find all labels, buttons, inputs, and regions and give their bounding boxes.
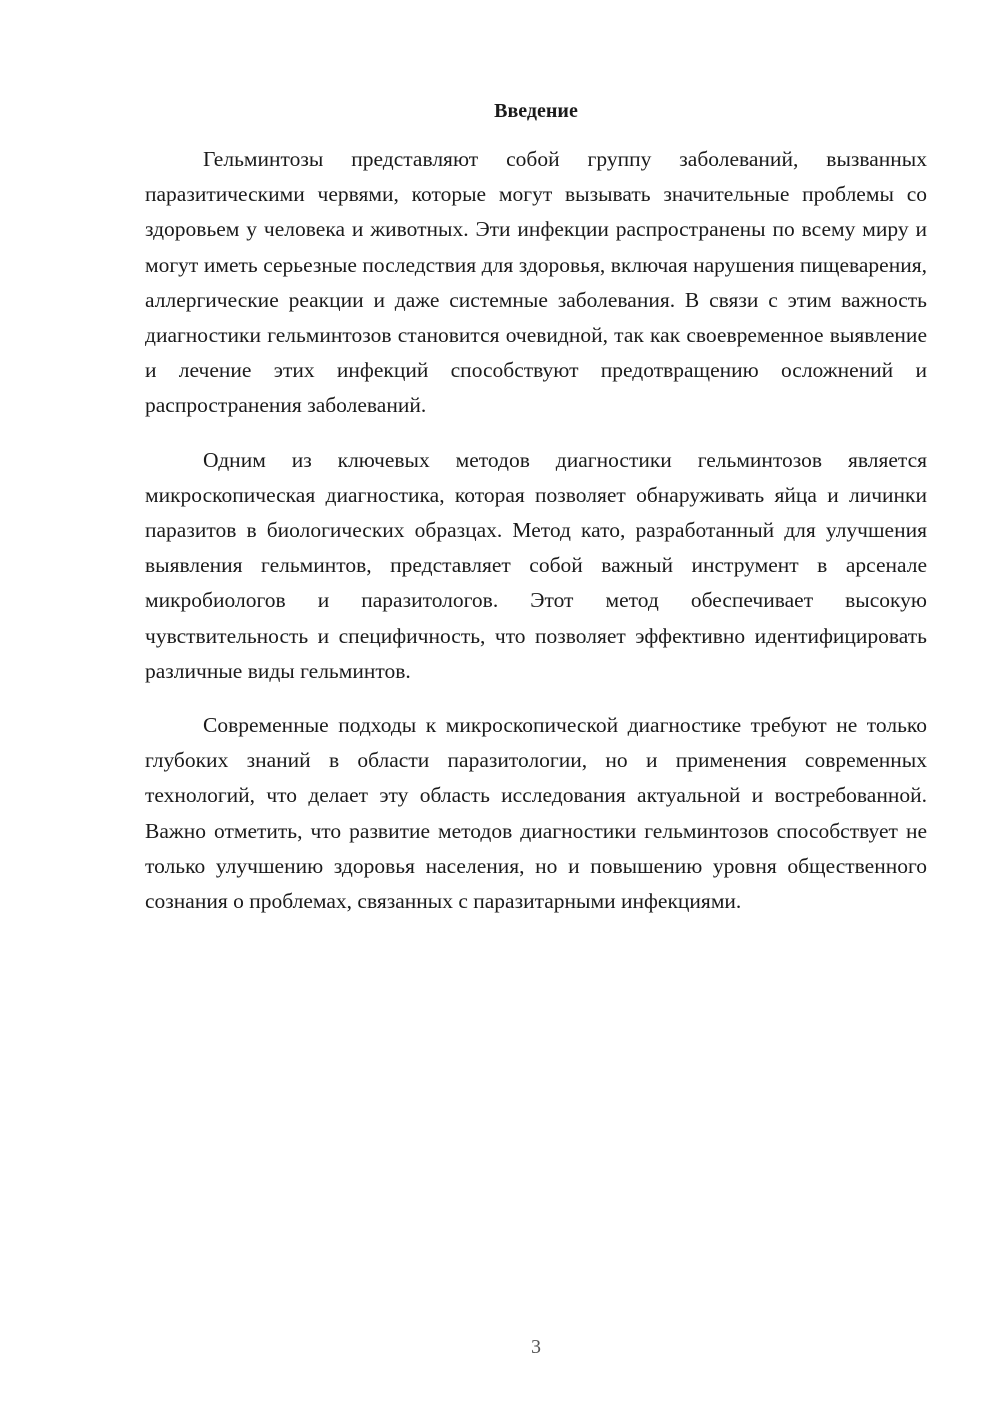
paragraph-3: Современные подходы к микроскопической диагностике требуют не только глубоких знаний в области паразитологии, но и применения современных технологий, что делает эту область исследования актуальной и востребованной. Важно отметить, что развитие методов диагностики гельминтозов способствует не только улучшению здоровья населения, но и повышению уровня общественного сознания о проблемах, связанных с паразитарными инфекциями.	[145, 713, 927, 914]
paragraph-2: Одним из ключевых методов диагностики гельминтозов является микроскопическая диагностика, которая позволяет обнаруживать яйца и личинки паразитов в биологических образцах. Метод като, разработанный для улучшения выявления гельминтов, представляет собой важный инструмент в арсенале микробиологов и паразитологов. Этот метод обеспечивает высокую чувствительность и специфичность, что позволяет эффективно идентифицировать различные виды гельминтов.	[145, 447, 927, 683]
body-text	[145, 142, 927, 938]
page-number: 3	[531, 1336, 541, 1358]
page-title: Введение	[494, 100, 578, 122]
paragraph-1: Гельминтозы представляют собой группу заболеваний, вызванных паразитическими червями, которые могут вызывать значительные проблемы со здоровьем у человека и животных. Эти инфекции распространены по всему миру и могут иметь серьезные последствия для здоровья, включая нарушения пищеварения, аллергические реакции и даже системные заболевания. В связи с этим важность диагностики гельминтозов становится очевидной, так как своевременное выявление и лечение этих инфекций способствуют предотвращению осложнений и распространения заболеваний.	[145, 147, 927, 418]
